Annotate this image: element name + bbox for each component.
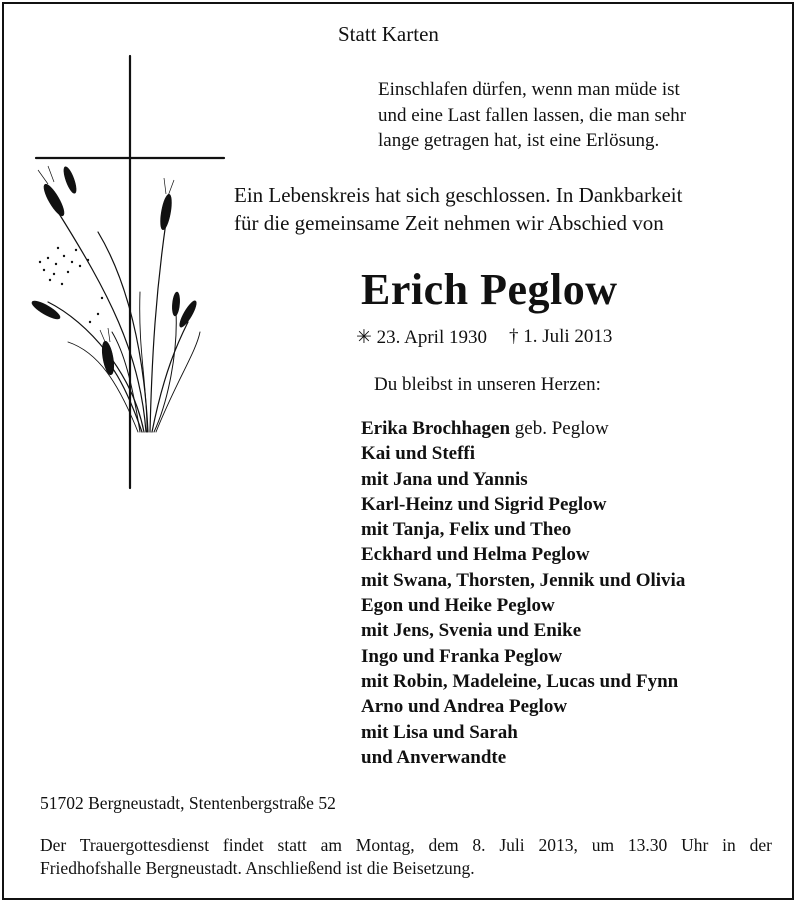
star-icon: ✳ [356,327,372,348]
mourner-line: Ingo und Franka Peglow [361,645,563,667]
service-line: Friedhofshalle Bergneustadt. Anschließend ist die Beisetzung. [40,858,475,878]
mourner-line: mit Lisa und Sarah [361,721,518,743]
intro-text [234,181,682,237]
quote-line: lange getragen hat, ist eine Erlösung. [378,130,660,151]
quote [378,77,686,154]
mourner-line: Eckhard und Helma Peglow [361,544,590,566]
birth-date [356,326,487,349]
mourner-line [361,416,685,441]
mourner-line: Karl-Heinz und Sigrid Peglow [361,493,607,515]
mourner-line: Egon und Heike Peglow [361,595,555,617]
service-line: Der Trauergottesdienst findet statt am Montag, dem 8. Juli 2013, um 13.30 Uhr in der [40,835,772,855]
mourner-line: mit Jana und Yannis [361,468,528,490]
intro-line: Ein Lebenskreis hat sich geschlossen. In Dankbarkeit [234,183,683,207]
mourner-name: Erika Brochhagen [361,418,511,439]
header-text: Statt Karten [338,22,439,46]
mourner-line: mit Swana, Thorsten, Jennik und Olivia [361,569,686,591]
mourner-line: mit Tanja, Felix und Theo [361,519,572,541]
tagline: Du bleibst in unseren Herzen: [374,374,601,395]
mourner-note: geb. Peglow [510,418,609,439]
life-dates [356,326,612,349]
quote-line: Einschlafen dürfen, wenn man müde ist [378,79,680,100]
cross-with-wheat-icon [28,52,228,492]
cross-icon: † [508,326,519,347]
birth-date-value: 23. April 1930 [376,327,487,348]
death-date [509,326,612,349]
deceased-name: Erich Peglow [361,265,618,314]
address: 51702 Bergneustadt, Stentenbergstraße 52 [40,793,336,813]
quote-line: und eine Last fallen lassen, die man sehr [378,104,687,126]
mourner-line: Arno und Andrea Peglow [361,696,568,718]
mourner-line: Kai und Steffi [361,443,476,465]
service-info [40,834,772,880]
mourner-line: mit Robin, Madeleine, Lucas und Fynn [361,670,679,692]
mourner-line: und Anverwandte [361,746,507,768]
mourners-list [361,416,685,770]
intro-line: für die gemeinsame Zeit nehmen wir Abschied von [234,211,664,235]
death-date-value: 1. Juli 2013 [523,326,613,347]
mourner-line: mit Jens, Svenia und Enike [361,620,582,642]
